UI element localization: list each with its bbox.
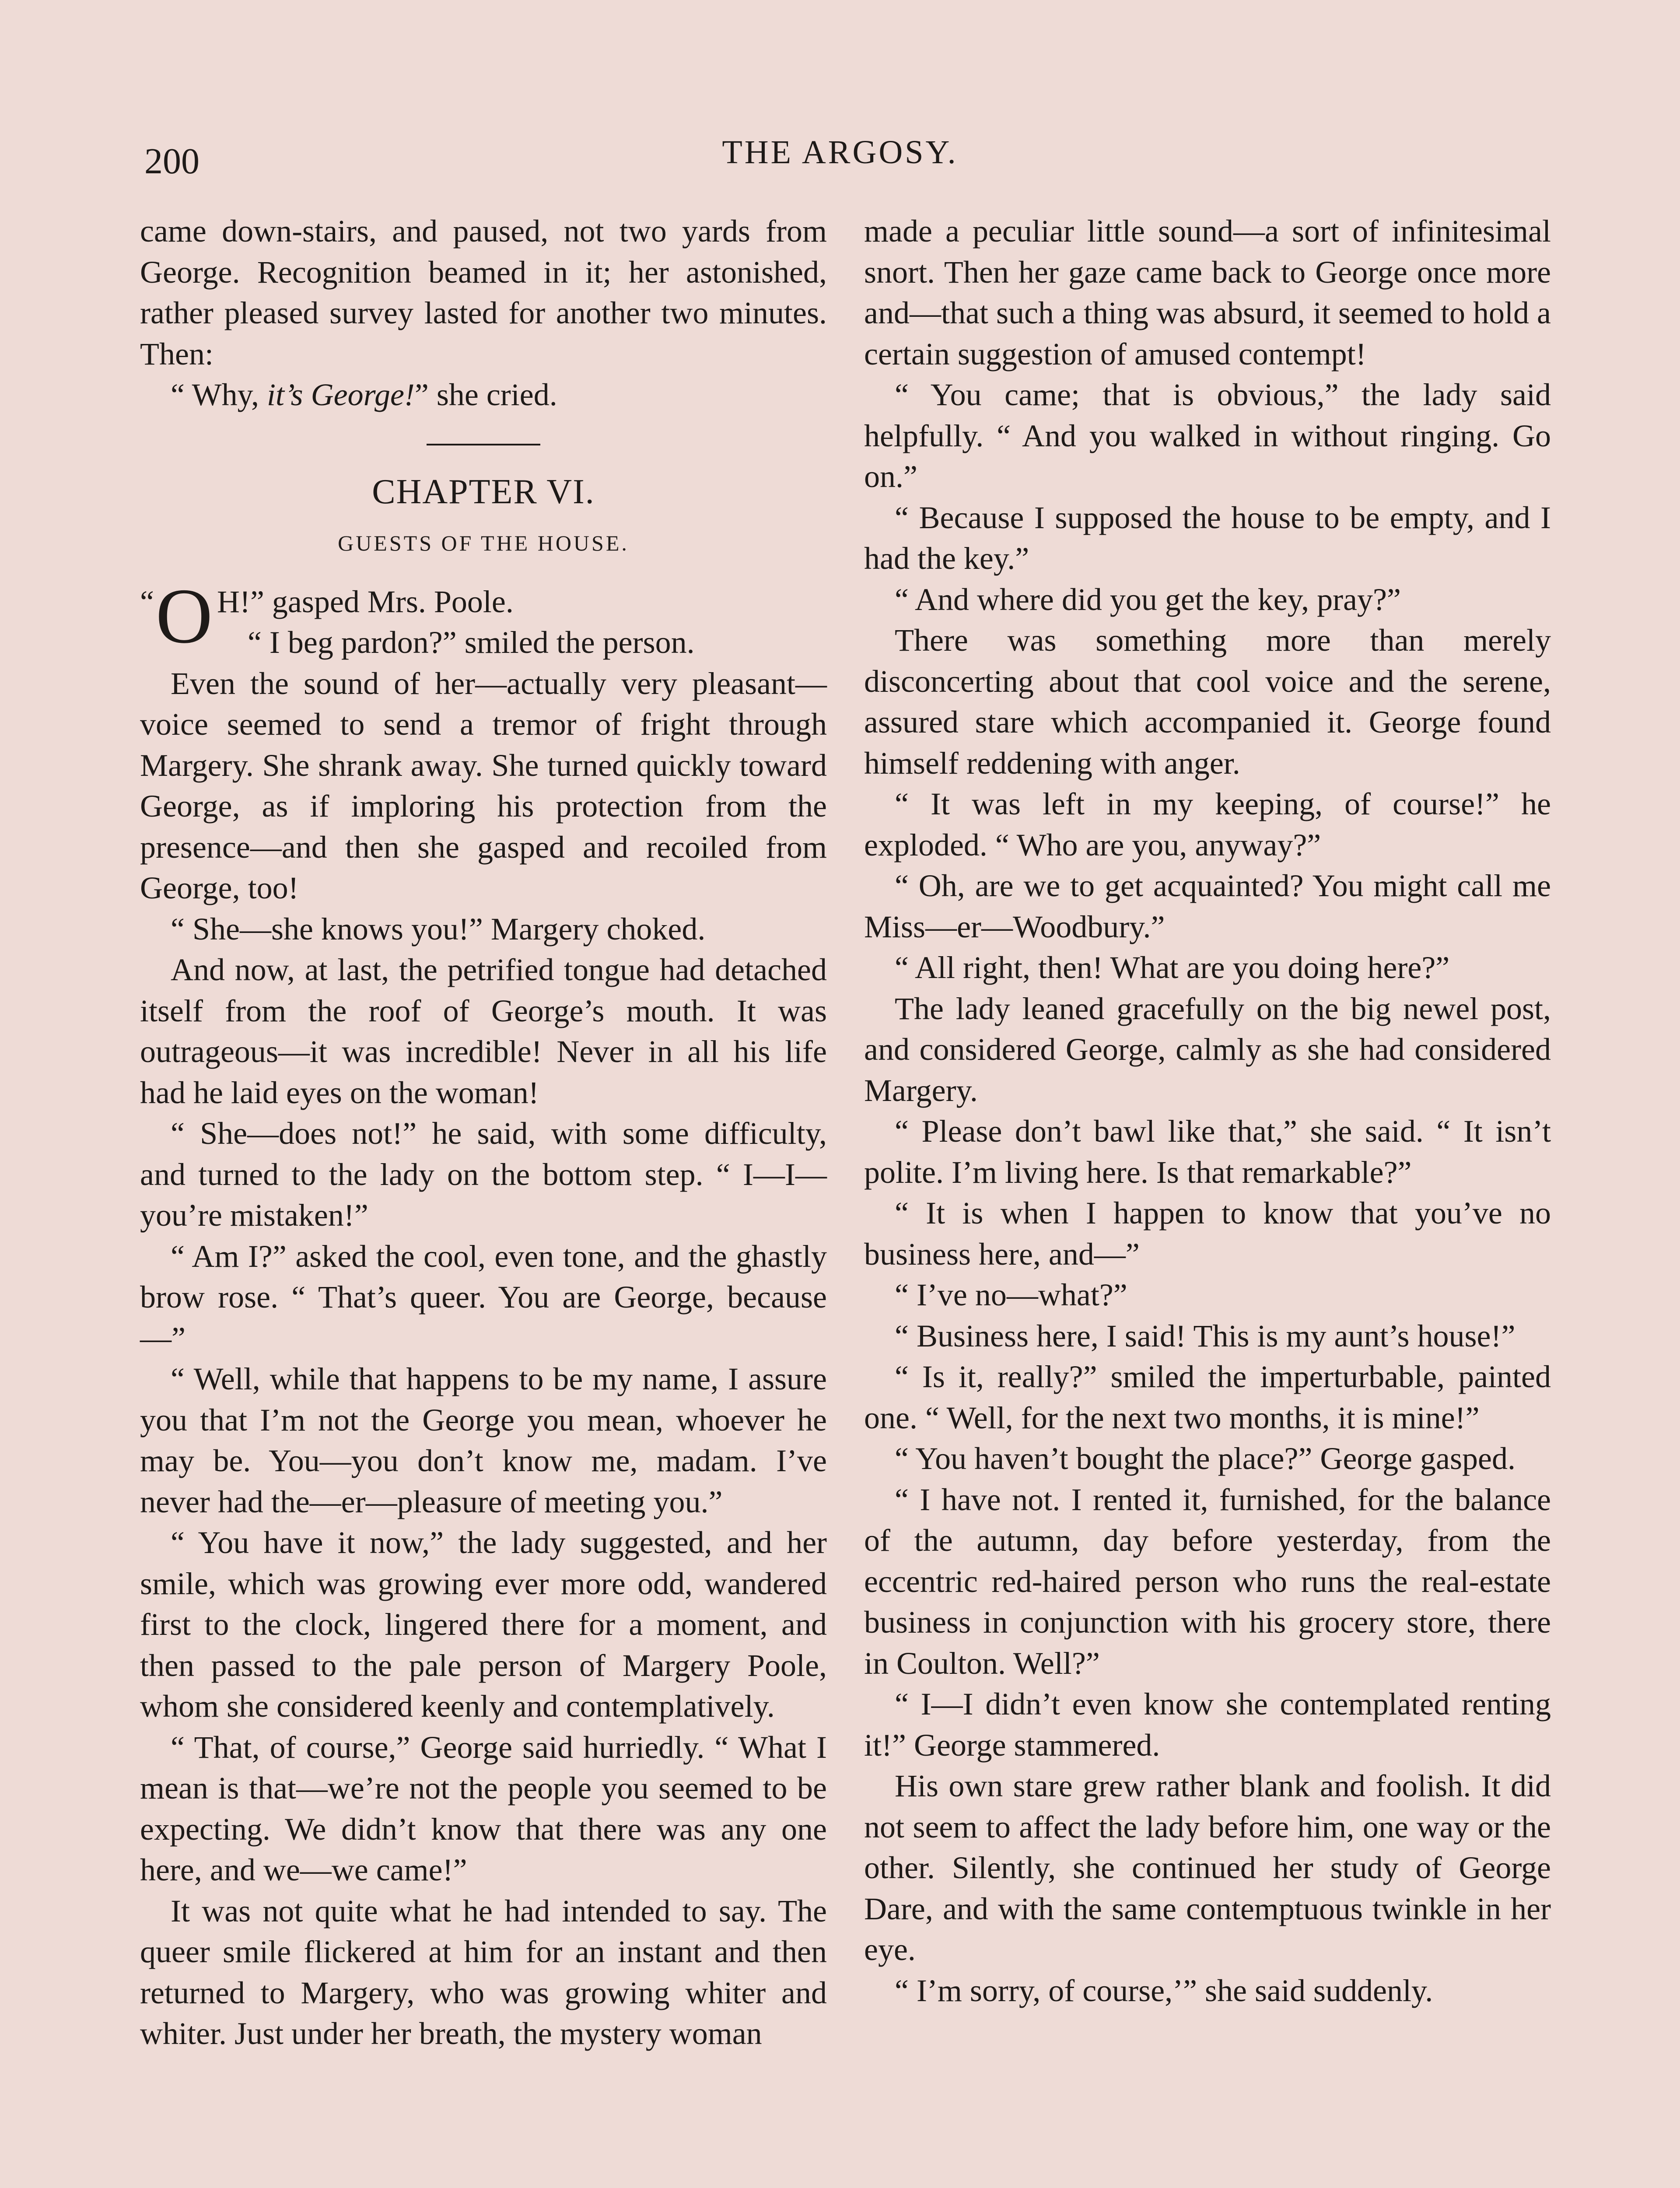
paragraph: “ Please don’t bawl like that,” she said. “ It isn’t polite. I’m living here. Is that remarkable?” — [864, 1114, 1551, 1190]
paragraph: There was something more than merely disconcerting about that cool voice and the serene, assured stare which accompanied it. George found himself reddening with anger. — [864, 623, 1551, 781]
drop-quote-mark: “ — [140, 584, 154, 619]
paragraph-continued: made a peculiar little sound—a sort of infinitesimal snort. Then her gaze came back to George once more and—that such a thing was absurd, it seemed to hold a certain suggestion of amused contempt! — [864, 214, 1551, 372]
paragraph: “ I—I didn’t even know she contemplated renting it!” George stammered. — [864, 1687, 1551, 1763]
running-head: THE ARGOSY. — [722, 134, 958, 171]
paragraph: “ She—she knows you!” Margery choked. — [171, 911, 706, 947]
paragraph: “ You came; that is obvious,” the lady said helpfully. “ And you walked in without ringing. Go on.” — [864, 377, 1551, 494]
paragraph: “ That, of course,” George said hurriedly. “ What I mean is that—we’re not the people you seemed to be expecting. We didn’t know that there was any one here, and we—we came!” — [140, 1729, 827, 1887]
paragraph: “ You have it now,” the lady suggested, and her smile, which was growing ever more odd, wandered first to the clock, lingered there for a moment, and then passed to the pale person of Margery Poole, whom she considered keenly and contemplatively. — [140, 1525, 827, 1724]
paragraph: “ And where did you get the key, pray?” — [895, 582, 1401, 617]
paragraph: “ She—does not!” he said, with some difficulty, and turned to the lady on the bottom step. “ I—I—you’re mistaken!” — [140, 1116, 827, 1233]
paragraph: “ I’m sorry, of course,’” she said suddenly. — [895, 1973, 1433, 2008]
paragraph: The lady leaned gracefully on the big newel post, and considered George, calmly as she had considered Margery. — [864, 991, 1551, 1108]
paragraph: “ Well, while that happens to be my name, I assure you that I’m not the George you mean, whoever he may be. You—you don’t know me, madam. I’ve never had the—er—pleasure of meeting you.” — [140, 1361, 827, 1519]
paragraph: It was not quite what he had intended to say. The queer smile flickered at him for an instant and then returned to Margery, who was growing whiter and whiter. Just under her breath, the mystery woman — [140, 1893, 827, 2051]
paragraph: “ Oh, are we to get acquainted? You might call me Miss—er—Woodbury.” — [864, 868, 1551, 944]
paragraph-why-its-george: “ Why, it’s George!” she cried. — [171, 377, 557, 412]
paragraph: “ Business here, I said! This is my aunt’s house!” — [895, 1318, 1516, 1353]
paragraph: “ Is it, really?” smiled the imperturbable, painted one. “ Well, for the next two months, it is mine!” — [864, 1359, 1551, 1435]
paragraph: “ All right, then! What are you doing here?” — [895, 950, 1450, 985]
left-column — [140, 211, 827, 2055]
section-rule — [427, 444, 540, 445]
paragraph: “ Because I supposed the house to be empty, and I had the key.” — [864, 500, 1551, 576]
paragraph: “ Am I?” asked the cool, even tone, and the ghastly brow rose. “ That’s queer. You are George, because—” — [140, 1238, 827, 1356]
chapter-subtitle: GUESTS OF THE HOUSE. — [338, 531, 629, 555]
paragraph: “ You haven’t bought the place?” George gasped. — [895, 1441, 1516, 1476]
paragraph: His own stare grew rather blank and foolish. It did not seem to affect the lady before him, one way or the other. Silently, she continued her study of George Dare, and with the same contemptuous twinkle in her eye. — [864, 1768, 1551, 1967]
paragraph: “ I have not. I rented it, furnished, for the balance of the autumn, day before yesterday, from the eccentric red-haired person who runs the real-estate business in conjunction with his grocery store, there in Coulton. Well?” — [864, 1482, 1551, 1681]
paragraph: “ It is when I happen to know that you’ve no business here, and—” — [864, 1196, 1551, 1272]
paragraph: “ I beg pardon?” smiled the person. — [247, 625, 695, 660]
right-column — [864, 211, 1551, 2011]
italic-its-george: it’s George! — [266, 377, 415, 412]
page-number: 200 — [144, 141, 200, 182]
paragraph: Even the sound of her—actually very pleasant—voice seemed to send a tremor of fright through Margery. She shrank away. She turned quickly toward George, as if imploring his protection from the presence—and then she gasped and recoiled from George, too! — [140, 666, 827, 905]
paragraph: “ I’ve no—what?” — [895, 1277, 1127, 1312]
paragraph: “ It was left in my keeping, of course!” he exploded. “ Who are you, anyway?” — [864, 786, 1551, 863]
chapter-title: CHAPTER VI. — [372, 472, 595, 511]
drop-cap: O — [155, 572, 213, 659]
paragraph: And now, at last, the petrified tongue had detached itself from the roof of George’s mouth. It was outrageous—it was incredible! Never in all his life had he laid eyes on the woman! — [140, 952, 827, 1110]
paragraph-continued: came down-stairs, and paused, not two yards from George. Recognition beamed in it; her astonished, rather pleased survey lasted for another two minutes. Then: — [140, 214, 827, 372]
paragraph-opening: “ O H!” gasped Mrs. Poole. — [140, 572, 514, 659]
